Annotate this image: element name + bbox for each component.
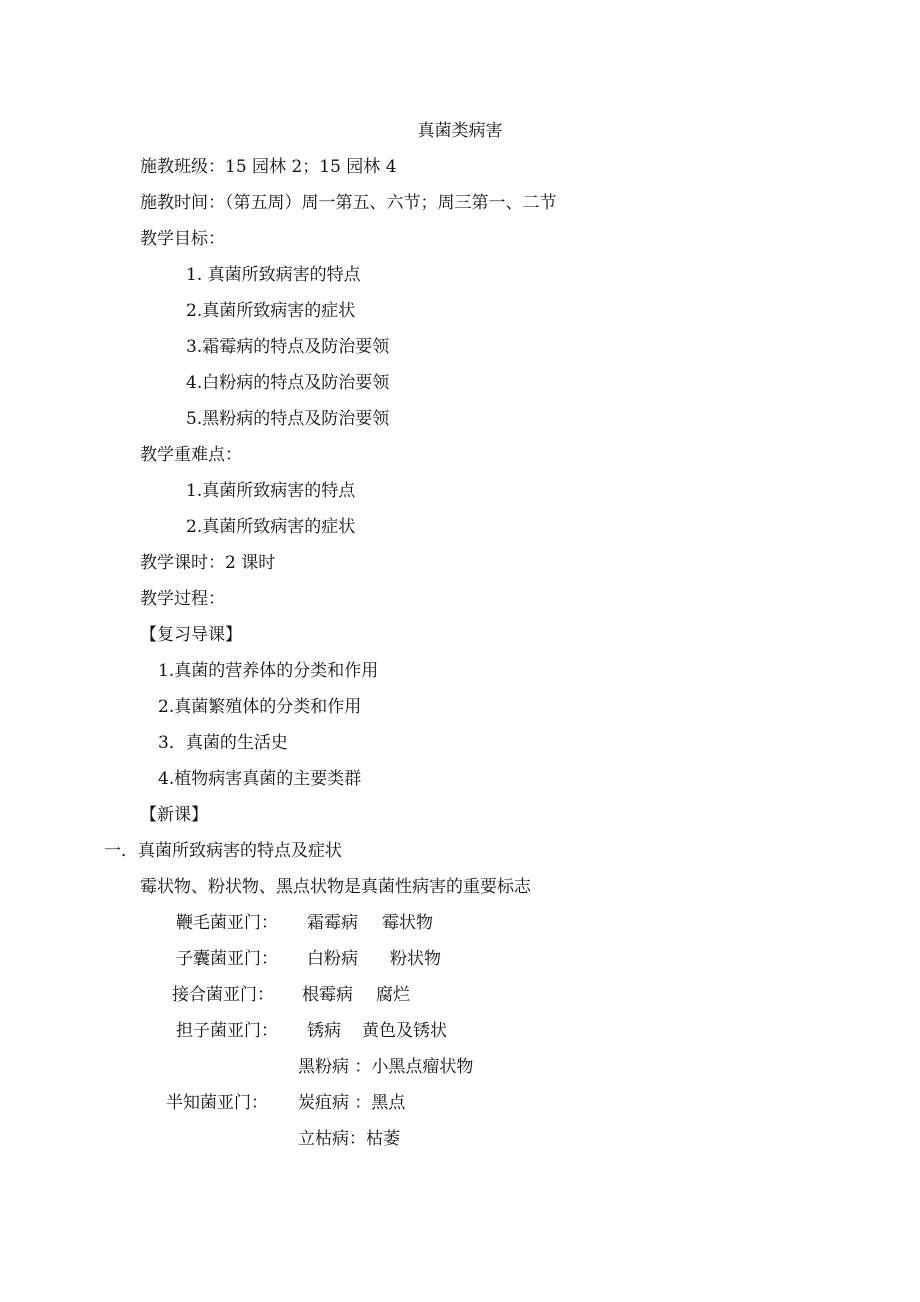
fungus-group: 鞭毛菌亚门： <box>176 913 278 933</box>
disease-name: 锈病 <box>307 1021 341 1041</box>
objective-item: 2.真菌所致病害的症状 <box>186 301 356 321</box>
review-heading: 【复习导课】 <box>140 625 242 645</box>
objective-item: 3.霜霉病的特点及防治要领 <box>186 337 390 357</box>
disease-entry: 黑粉病 ：小黑点瘤状物 <box>298 1057 474 1077</box>
objectives-heading: 教学目标： <box>140 229 225 249</box>
fungus-group: 半知菌亚门： <box>166 1093 268 1113</box>
disease-sign: 黄色及锈状 <box>362 1021 447 1041</box>
fungus-group: 子囊菌亚门： <box>176 949 278 969</box>
disease-name: 霜霉病 <box>307 913 358 933</box>
key-point-item: 2.真菌所致病害的症状 <box>186 517 356 537</box>
disease-name: 白粉病 <box>307 949 358 969</box>
key-points-heading: 教学重难点： <box>140 445 242 465</box>
class-line: 施教班级：15 园林 2；15 园林 4 <box>140 157 397 177</box>
section-one-intro: 霉状物、粉状物、黑点状物是真菌性病害的重要标志 <box>140 877 531 897</box>
objective-item: 5.黑粉病的特点及防治要领 <box>186 409 390 429</box>
fungus-group: 接合菌亚门： <box>172 985 274 1005</box>
disease-sign: 腐烂 <box>376 985 410 1005</box>
review-item: 1.真菌的营养体的分类和作用 <box>158 661 379 681</box>
objective-item: 1. 真菌所致病害的特点 <box>186 265 361 285</box>
disease-name: 根霉病 <box>302 985 353 1005</box>
review-item: 4.植物病害真菌的主要类群 <box>158 769 362 789</box>
section-one-heading: 一．真菌所致病害的特点及症状 <box>104 841 342 861</box>
document-title: 真菌类病害 <box>417 121 503 141</box>
disease-sign: 霉状物 <box>382 913 433 933</box>
disease-entry: 立枯病：枯萎 <box>298 1129 400 1149</box>
fungus-group: 担子菌亚门： <box>176 1021 278 1041</box>
time-line: 施教时间：（第五周）周一第五、六节；周三第一、二节 <box>140 193 557 213</box>
hours-line: 教学课时：2 课时 <box>140 553 276 573</box>
review-item: 3．真菌的生活史 <box>158 733 288 753</box>
process-heading: 教学过程： <box>140 589 225 609</box>
key-point-item: 1.真菌所致病害的特点 <box>186 481 356 501</box>
review-item: 2.真菌繁殖体的分类和作用 <box>158 697 362 717</box>
disease-sign: 粉状物 <box>390 949 441 969</box>
new-lesson-heading: 【新课】 <box>140 805 208 825</box>
objective-item: 4.白粉病的特点及防治要领 <box>186 373 390 393</box>
disease-entry: 炭疽病 ：黑点 <box>298 1093 406 1113</box>
